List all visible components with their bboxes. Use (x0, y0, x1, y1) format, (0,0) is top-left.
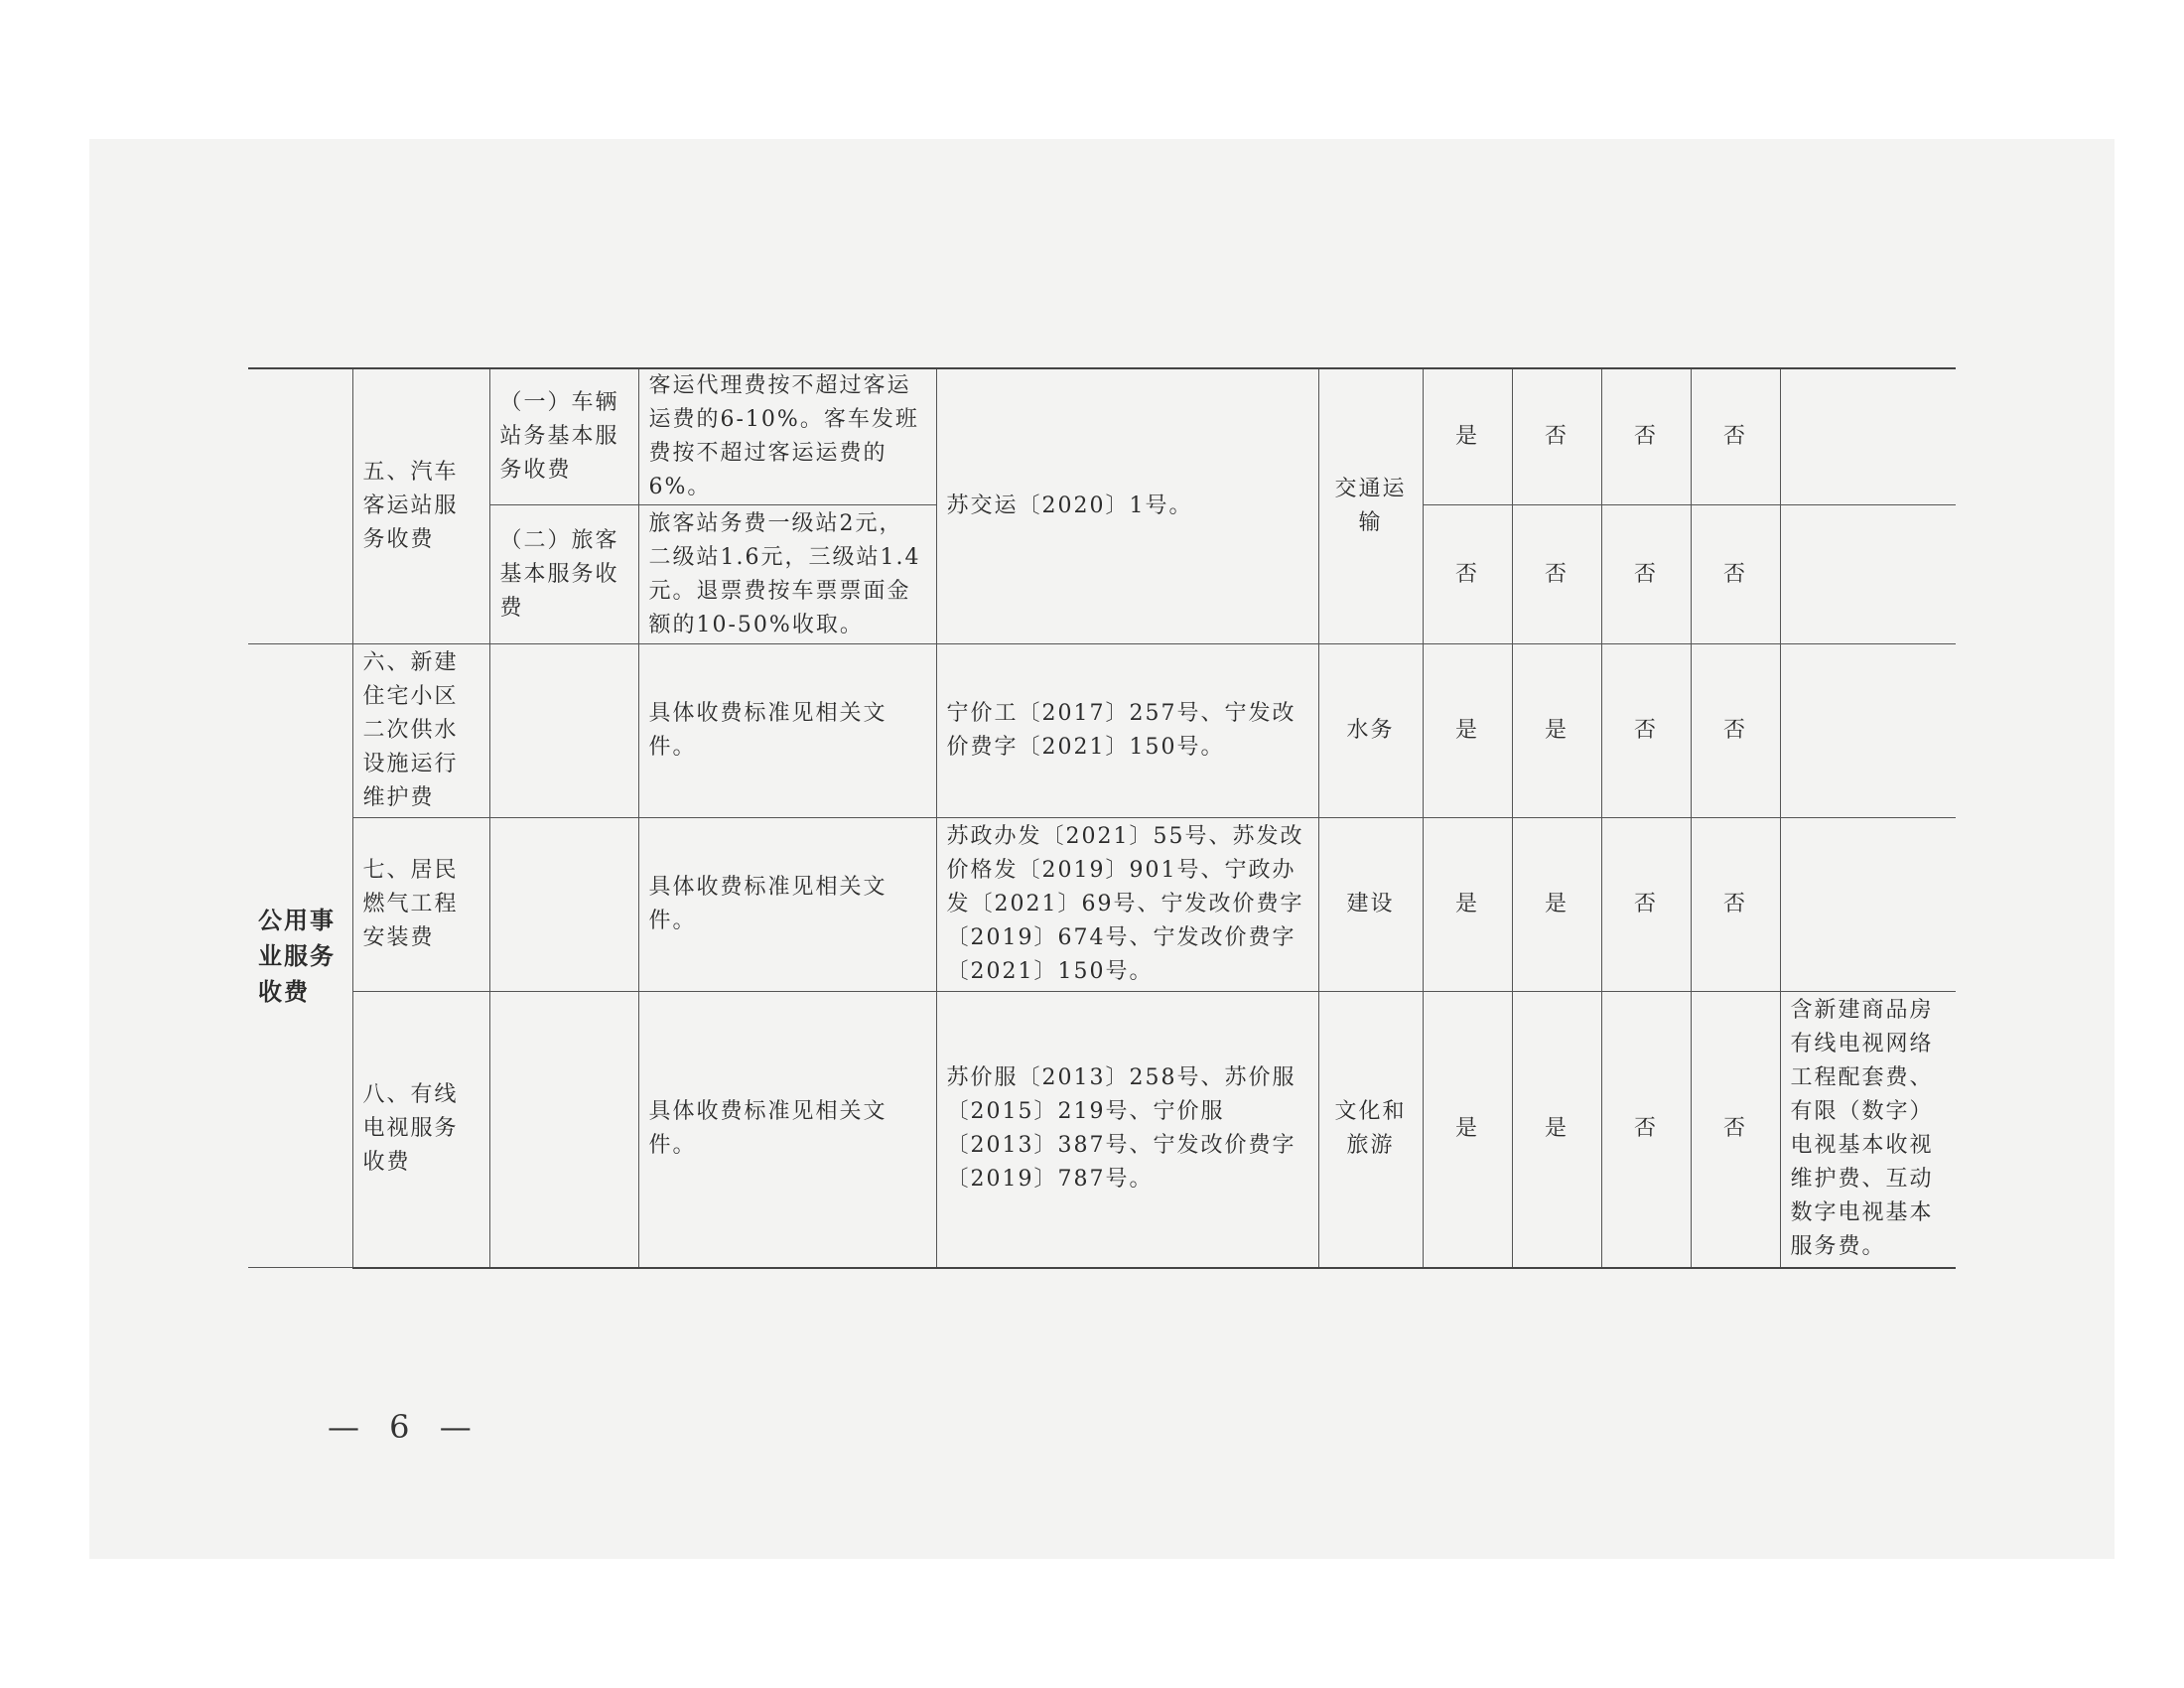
dept-cell: 交通运输 (1318, 368, 1423, 644)
table-row (248, 368, 1956, 505)
flag-cell: 否 (1691, 644, 1780, 818)
item-name-cell: 五、汽车客运站服务收费 (352, 368, 489, 644)
flag-cell: 是 (1423, 818, 1512, 992)
page-number: — 6 — (328, 1408, 481, 1446)
dept-cell: 水务 (1318, 644, 1423, 818)
table-row (248, 992, 1956, 1268)
standard-cell: 具体收费标准见相关文件。 (638, 818, 936, 992)
flag-cell: 否 (1601, 505, 1691, 644)
basis-cell: 苏政办发〔2021〕55号、苏发改价格发〔2019〕901号、宁政办发〔2021〕69号、宁发改价费字〔2019〕674号、宁发改价费字〔2021〕150号。 (936, 818, 1318, 992)
standard-cell: 具体收费标准见相关文件。 (638, 644, 936, 818)
flag-cell: 否 (1691, 505, 1780, 644)
category-cell: 公用事业服务收费 (248, 644, 352, 1268)
flag-cell: 否 (1691, 368, 1780, 505)
flag-cell: 否 (1601, 368, 1691, 505)
item-name-cell: 六、新建住宅小区二次供水设施运行维护费 (352, 644, 489, 818)
note-cell: 含新建商品房有线电视网络工程配套费、有限（数字）电视基本收视维护费、互动数字电视基本服务费。 (1780, 992, 1956, 1268)
item-name-cell: 八、有线电视服务收费 (352, 992, 489, 1268)
sub-item-cell: （二）旅客基本服务收费 (489, 505, 638, 644)
note-cell (1780, 818, 1956, 992)
standard-cell: 旅客站务费一级站2元，二级站1.6元，三级站1.4元。退票费按车票票面金额的10-50%收取。 (638, 505, 936, 644)
table-row (248, 818, 1956, 992)
flag-cell: 否 (1423, 505, 1512, 644)
flag-cell: 否 (1512, 505, 1601, 644)
flag-cell: 是 (1423, 368, 1512, 505)
table-row (248, 644, 1956, 818)
flag-cell: 是 (1512, 992, 1601, 1268)
note-cell (1780, 644, 1956, 818)
basis-cell: 苏交运〔2020〕1号。 (936, 368, 1318, 644)
flag-cell: 是 (1512, 818, 1601, 992)
flag-cell: 否 (1601, 644, 1691, 818)
standard-cell: 具体收费标准见相关文件。 (638, 992, 936, 1268)
sub-item-cell (489, 644, 638, 818)
fee-table (248, 367, 1956, 1269)
sub-item-cell (489, 818, 638, 992)
basis-cell: 苏价服〔2013〕258号、苏价服〔2015〕219号、宁价服〔2013〕387号、宁发改价费字〔2019〕787号。 (936, 992, 1318, 1268)
flag-cell: 否 (1512, 368, 1601, 505)
sub-item-cell: （一）车辆站务基本服务收费 (489, 368, 638, 505)
flag-cell: 是 (1423, 992, 1512, 1268)
category-cell-top (248, 368, 352, 644)
sub-item-cell (489, 992, 638, 1268)
standard-cell: 客运代理费按不超过客运运费的6-10%。客车发班费按不超过客运运费的6%。 (638, 368, 936, 505)
note-cell (1780, 368, 1956, 505)
note-cell (1780, 505, 1956, 644)
flag-cell: 否 (1691, 992, 1780, 1268)
basis-cell: 宁价工〔2017〕257号、宁发改价费字〔2021〕150号。 (936, 644, 1318, 818)
dept-cell: 文化和旅游 (1318, 992, 1423, 1268)
flag-cell: 否 (1601, 992, 1691, 1268)
item-name-cell: 七、居民燃气工程安装费 (352, 818, 489, 992)
flag-cell: 否 (1691, 818, 1780, 992)
flag-cell: 否 (1601, 818, 1691, 992)
flag-cell: 是 (1423, 644, 1512, 818)
flag-cell: 是 (1512, 644, 1601, 818)
dept-cell: 建设 (1318, 818, 1423, 992)
